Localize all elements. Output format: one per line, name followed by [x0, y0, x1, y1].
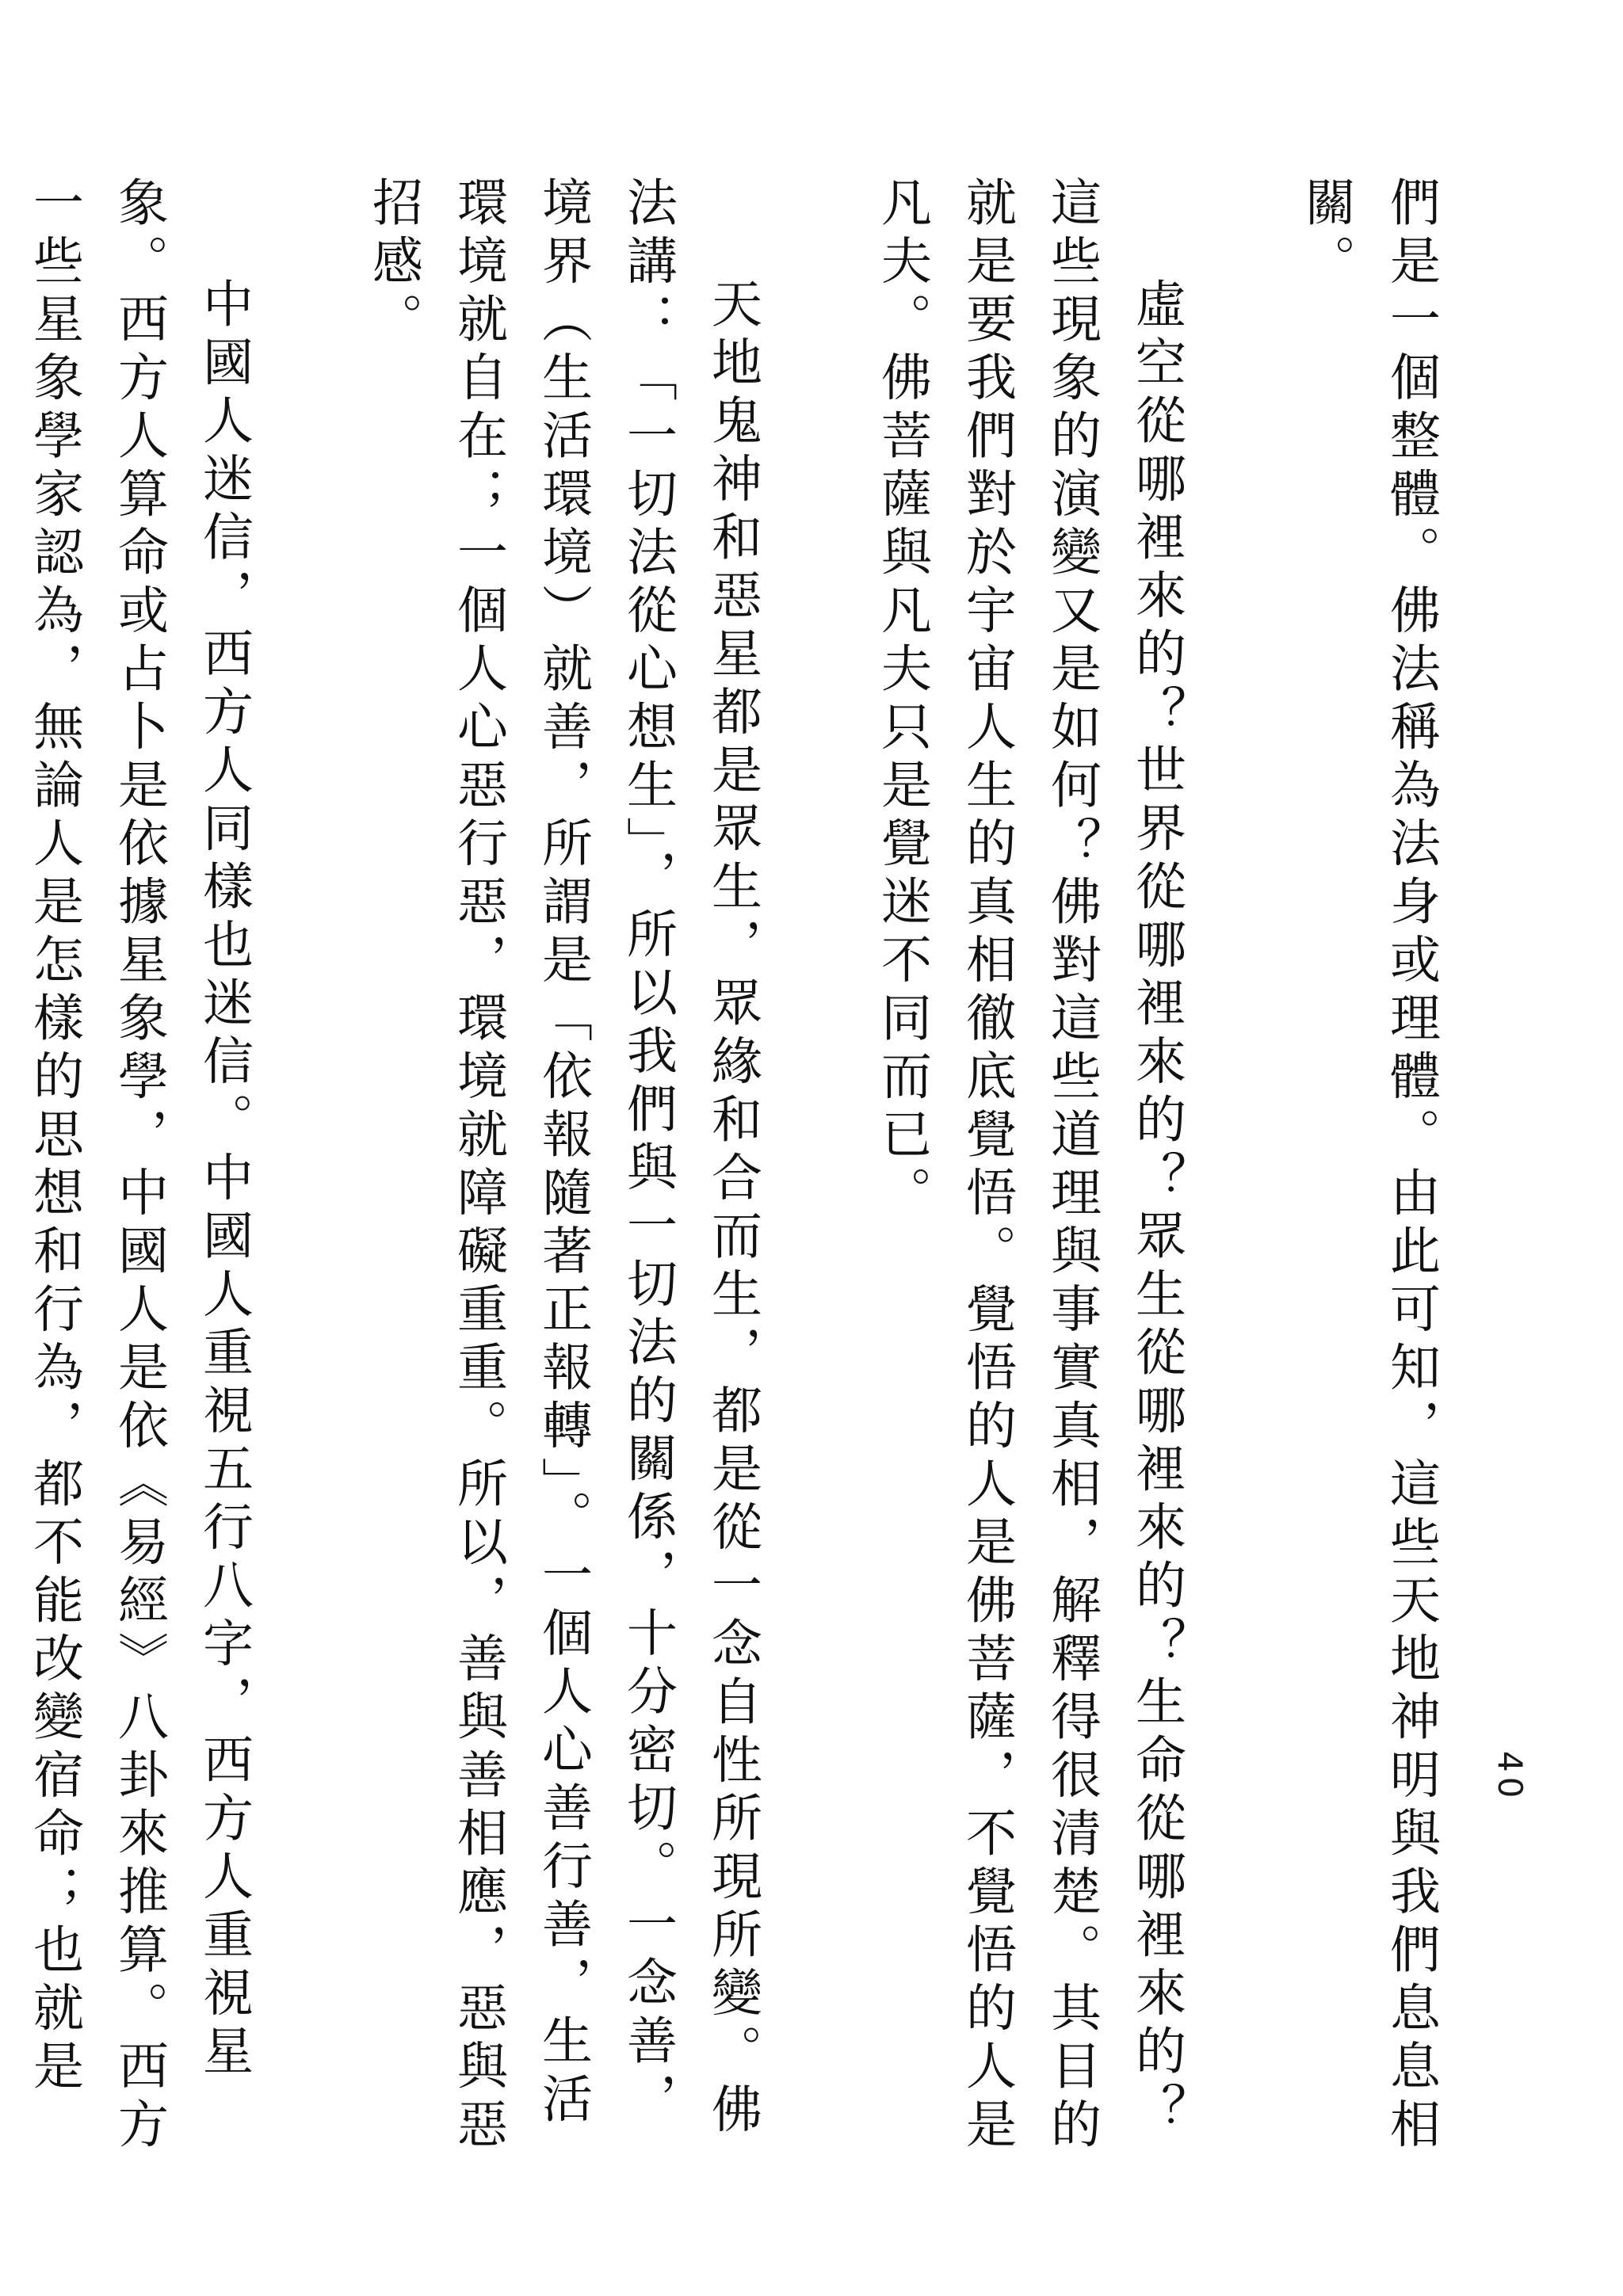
vertical-text-body [0, 176, 1453, 2172]
paragraph-beings-and-mind: 天地鬼神和惡星都是眾生，眾緣和合而生，都是從一念自性所現所變。佛法講：「一切法從心想生」，所以我們與一切法的關係，十分密切。一念善，境界（生活環境）就善，所謂是「依報隨著正報轉」。一個人心善行善，生活環境就自在；一個人心惡行惡，環境就障礙重重。所以，善與善相應，惡與惡招感。 [364, 176, 762, 2156]
page-number: 40 [1491, 1751, 1529, 1803]
paragraph-continuation: 們是一個整體。佛法稱為法身或理體。由此可知，這些天地神明與我們息息相關。 [1296, 176, 1440, 2156]
paragraph-superstition-and-fate: 中國人迷信，西方人同樣也迷信。中國人重視五行八字，西方人重視星象。西方人算命或占卜是依據星象學，中國人是依《易經》八卦來推算。西方一些星象學家認為，無論人是怎樣的思想和行為，都不能改變宿命；也就是 [25, 176, 253, 2156]
paragraph-origin-of-universe: 虛空從哪裡來的？世界從哪裡來的？眾生從哪裡來的？生命從哪裡來的？這些現象的演變又是如何？佛對這些道理與事實真相，解釋得很清楚。其目的就是要我們對於宇宙人生的真相徹底覺悟。覺悟的人是佛菩薩，不覺悟的人是凡夫。佛菩薩與凡夫只是覺迷不同而已。 [873, 176, 1186, 2156]
